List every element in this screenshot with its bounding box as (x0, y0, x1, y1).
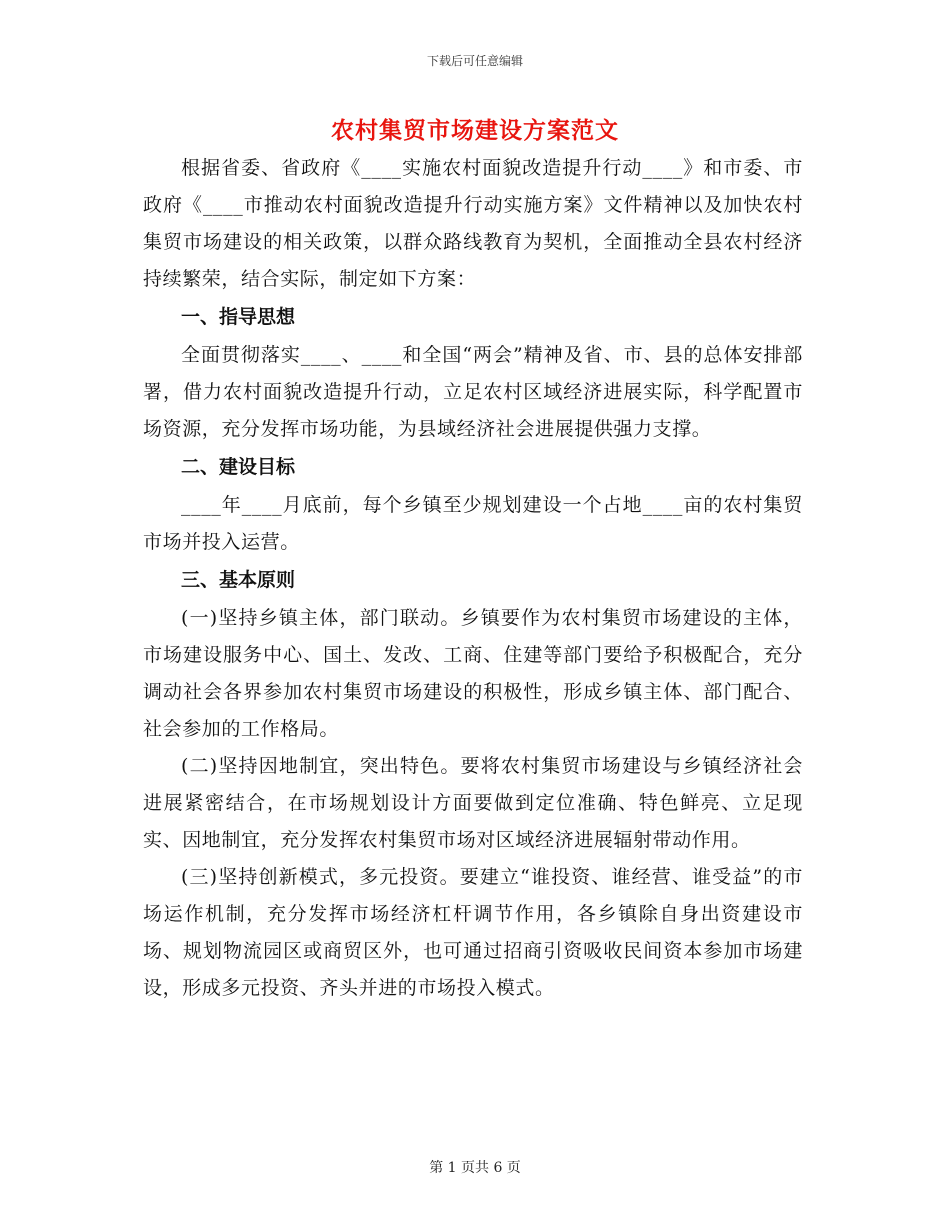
section-heading-construction-goals: 二、建设目标 (181, 456, 296, 478)
guiding-ideology-paragraph: 全面贯彻落实____、____和全国“两会”精神及省、市、县的总体安排部署，借力农村面貌改造提升行动，立足农村区域经济进展实际，科学配置市场资源，充分发挥市场功能，为县域经济社会进展提供强力支撑。 (143, 344, 803, 440)
construction-goals-paragraph: ____年____月底前，每个乡镇至少规划建设一个占地____亩的农村集贸市场并投入运营。 (143, 494, 803, 553)
principle-paragraph-1: (一)坚持乡镇主体，部门联动。乡镇要作为农村集贸市场建设的主体，市场建设服务中心、国土、发改、工商、住建等部门要给予积极配合，充分调动社会各界参加农村集贸市场建设的积极性，形成乡镇主体、部门配合、社会参加的工作格局。 (143, 607, 803, 740)
page-number-footer: 第 1 页共 6 页 (429, 1160, 521, 1176)
intro-paragraph: 根据省委、省政府《____实施农村面貌改造提升行动____》和市委、市政府《____市推动农村面貌改造提升行动实施方案》文件精神以及加快农村集贸市场建设的相关政策，以群众路线教育为契机，全面推动全县农村经济持续繁荣，结合实际，制定如下方案： (143, 157, 803, 290)
section-heading-guiding-ideology: 一、指导思想 (181, 306, 296, 328)
page-header: 下载后可任意编辑 (426, 54, 523, 68)
principle-paragraph-2: (二)坚持因地制宜，突出特色。要将农村集贸市场建设与乡镇经济社会进展紧密结合，在市场规划设计方面要做到定位准确、特色鲜亮、立足现实、因地制宜，充分发挥农村集贸市场对区域经济进展辐射带动作用。 (143, 755, 803, 851)
principle-paragraph-3: (三)坚持创新模式，多元投资。要建立“谁投资、谁经营、谁受益”的市场运作机制，充分发挥市场经济杠杆调节作用，各乡镇除自身出资建设市场、规划物流园区或商贸区外，也可通过招商引资吸收民间资本参加市场建设，形成多元投资、齐头并进的市场投入模式。 (143, 866, 803, 999)
document-body (143, 150, 803, 1007)
section-heading-basic-principles: 三、基本原则 (181, 569, 296, 591)
document-title: 农村集贸市场建设方案范文 (331, 117, 619, 144)
